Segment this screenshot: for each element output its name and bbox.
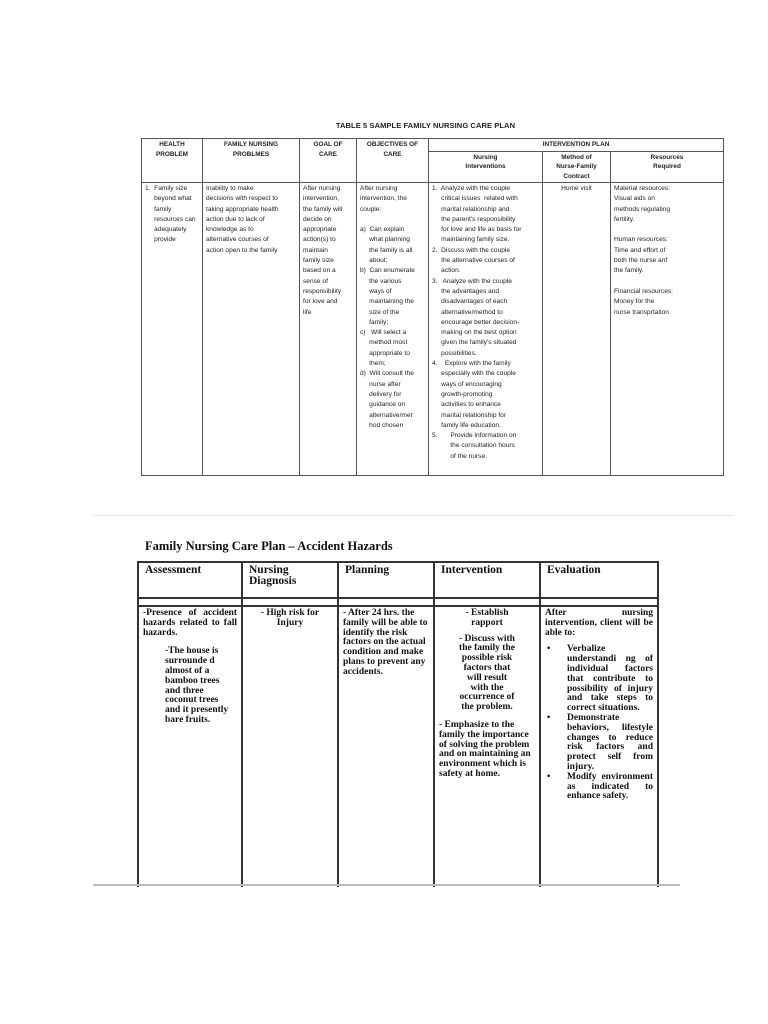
cell-goal-of-care: After nursing intervention, the family will decide on appropriate action(s) to maintain family size based on a sense of responsibility for love and life — [300, 183, 357, 476]
cell-objectives-of-care: After nursing intervention, the couple: a) Can explain what planning the family is all about; b) Can enumerate the various ways of maintaining the size of the family; c) Will select a method most appropriate to them; d) Will consult the nurse after delivery for guidance on alternative/met hod chosen — [357, 183, 429, 476]
evaluation-intro: After nursing intervention, client will be able to: — [545, 608, 653, 638]
cell-method-of-contract: Home visit — [543, 183, 611, 476]
accident-hazards-page — [93, 517, 680, 887]
section-divider — [93, 515, 733, 516]
cell-planning: - After 24 hrs. the family will be able to identify the risk factors on the actual condition and make plans to prevent any accidents. — [338, 606, 434, 887]
header-health-problem: HEALTH PROBLEM — [142, 139, 203, 183]
accident-plan-title: Family Nursing Care Plan – Accident Hazards — [145, 539, 393, 553]
header-method-of-contract: Method of Nurse-Family Contract — [543, 151, 611, 183]
header-evaluation: Evaluation — [540, 562, 658, 598]
list-item — [545, 645, 653, 714]
header-gap — [434, 598, 540, 606]
header-gap — [338, 598, 434, 606]
cell-evaluation — [540, 606, 658, 887]
evaluation-item-text: Demonstrate behaviors, lifestyle changes to reduce risk factors and protect self from injury. — [567, 712, 653, 772]
cell-resources-required: Material resources: Visual aids on methods regulating fertility. Human resources: Time and effort of both the nurse anf the family. Financial resources: Money for the nurse transprtation — [611, 183, 724, 476]
cell-family-nursing-problems: Inability to make decisions with respect to taking appropriate health action due to lack of knowledge as to alternative courses of action open to the family — [203, 183, 300, 476]
header-resources-required: Resources Required — [611, 151, 724, 183]
assessment-house-text: -The house is surrounde d almost of a bamboo trees and three coconut trees and it presently bare fruits. — [165, 646, 229, 725]
evaluation-item-text: Modify environment as indicated to enhance safety. — [567, 771, 653, 802]
cell-nursing-diagnosis: - High risk for Injury — [242, 606, 338, 887]
care-plan-page — [119, 94, 732, 512]
evaluation-item-text: Verbalize understandi ng of individual factors that contribute to possibility of injury and take steps to correct situations. — [567, 644, 653, 714]
header-assessment: Assessment — [138, 562, 242, 598]
intervention-rapport: - Establish rapport — [465, 608, 509, 628]
header-intervention-plan: INTERVENTION PLAN — [429, 139, 724, 152]
evaluation-list — [545, 645, 653, 802]
cell-assessment — [138, 606, 242, 887]
family-nursing-care-plan-table — [141, 138, 724, 476]
header-family-nursing-problems: FAMILY NURSING PROBLMES — [203, 139, 300, 183]
cell-intervention — [434, 606, 540, 887]
header-intervention: Intervention — [434, 562, 540, 598]
bullet: • — [547, 771, 551, 782]
list-item — [545, 714, 653, 773]
cell-health-problem: 1. Family size beyond what family resources can adequately provide — [142, 183, 203, 476]
header-gap — [242, 598, 338, 606]
header-goal-of-care: GOAL OF CARE — [300, 139, 357, 183]
cell-nursing-interventions: 1. Analyze with the couple critical issues related with marital relationship and the parent's responsibility for love and life as basis for maintaining family size. 2. Discuss with the couple the alternative courses of action. 3. Analyze with the couple the advantages and disadvantages of each alternative/method to encourage better decision- making on the best option given the family's situated possibilities. 4. Explore with the family especially with the couple ways of encouraging growth-promoting activities to enhance marital relationship for family life education. 5. Provide information on the consultation hours of the nurse. — [429, 183, 543, 476]
intervention-discuss: - Discuss with the family the possible risk factors that will result with the occurrence of the problem. — [459, 633, 515, 713]
header-nursing-diagnosis: Nursing Diagnosis — [242, 562, 338, 598]
page-bottom-edge — [93, 884, 680, 886]
bullet: • — [547, 644, 551, 655]
accident-hazards-table — [137, 561, 659, 887]
bullet: • — [547, 712, 551, 723]
header-gap — [138, 598, 242, 606]
intervention-emphasize: - Emphasize to the family the importance of solving the problem and on maintaining an environment which is safety at home. — [439, 719, 531, 779]
list-item — [545, 773, 653, 802]
header-planning: Planning — [338, 562, 434, 598]
table5-title: TABLE 5 SAMPLE FAMILY NURSING CARE PLAN — [335, 121, 516, 130]
assessment-hazards-text: -Presence of accident hazards related to fall hazards. — [143, 608, 237, 638]
header-nursing-interventions: Nursing Interventions — [429, 151, 543, 183]
header-gap — [540, 598, 658, 606]
header-objectives-of-care: OBJECTIVES OF CARE — [357, 139, 429, 183]
